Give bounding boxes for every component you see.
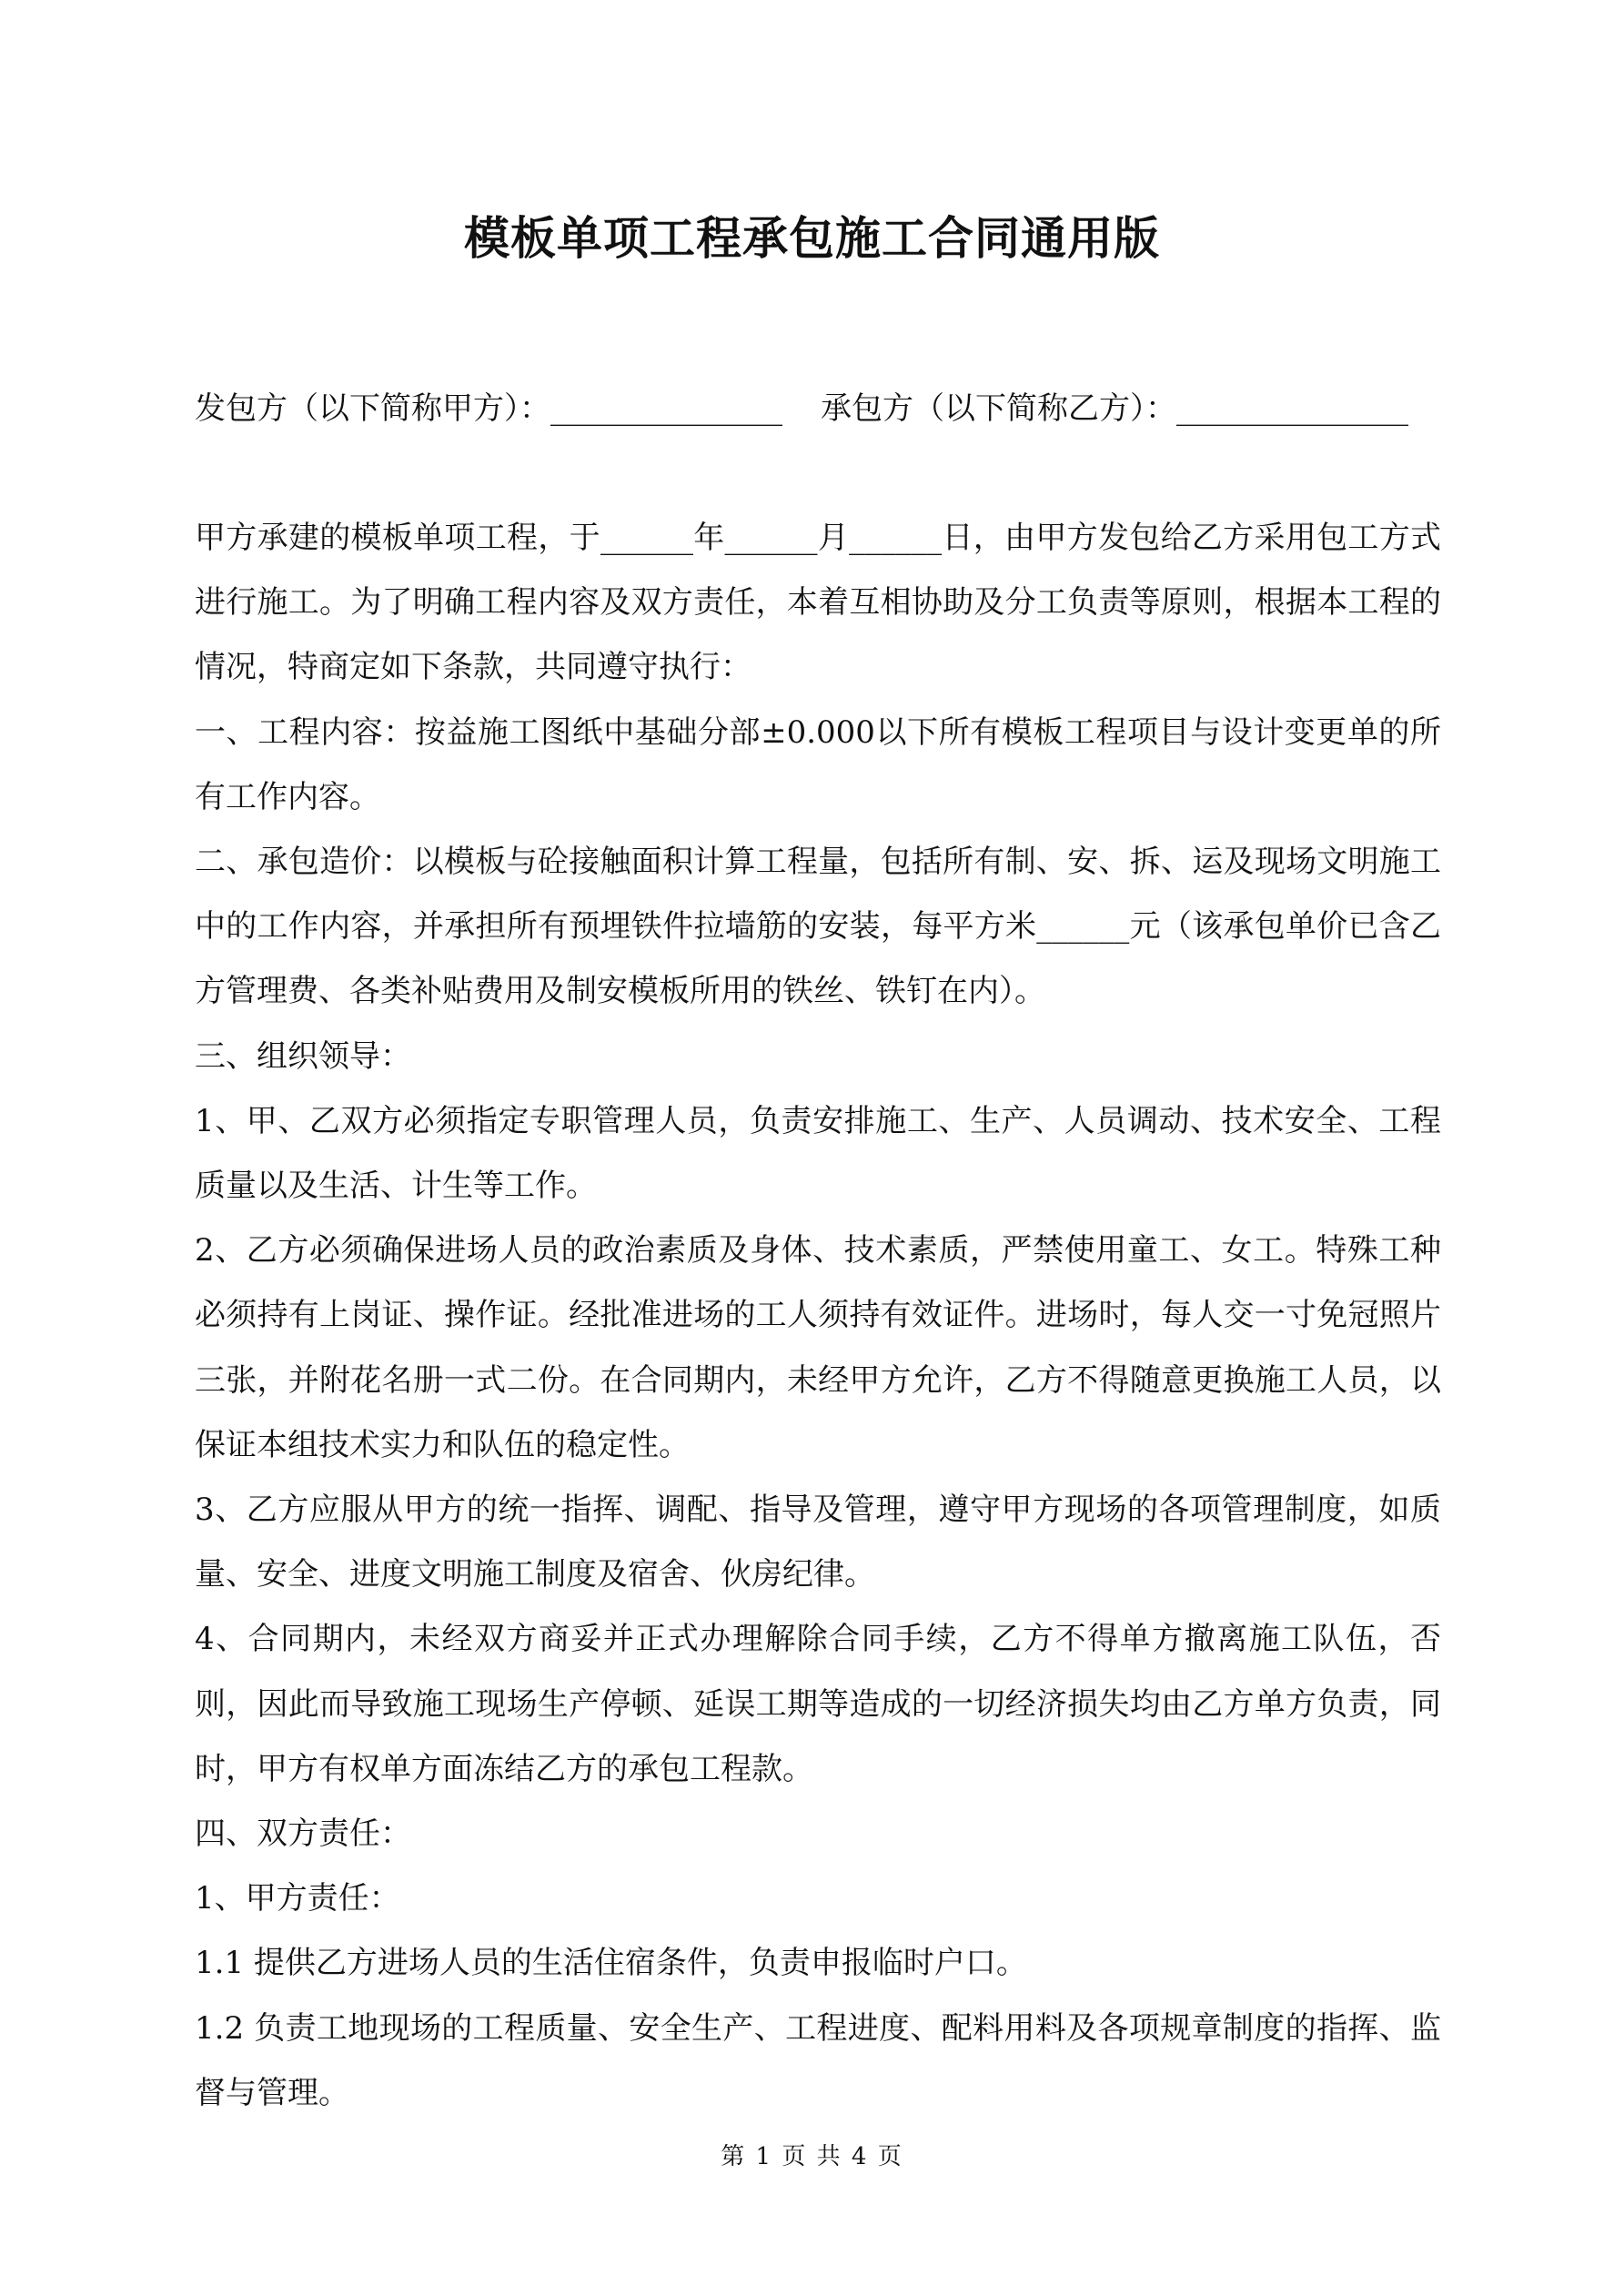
paragraph-clause: 2、乙方必须确保进场人员的政治素质及身体、技术素质，严禁使用童工、女工。特殊工种必须持有上岗证、操作证。经批准进场的工人须持有效证件。进场时，每人交一寸免冠照片三张，并附花名册一式二份。在合同期内，未经甲方允许，乙方不得随意更换施工人员，以保证本组技术实力和队伍的稳定性。 [195,1232,1441,1463]
paragraph-clause: 3、乙方应服从甲方的统一指挥、调配、指导及管理，遵守甲方现场的各项管理制度，如质量、安全、进度文明施工制度及宿舍、伙房纪律。 [195,1492,1441,1593]
paragraph-clause: 1.1 提供乙方进场人员的生活住宿条件，负责申报临时户口。 [195,1945,1027,1982]
paragraph-intro: 甲方承建的模板单项工程，于______年______月______日，由甲方发包给乙方采用包工方式进行施工。为了明确工程内容及双方责任，本着互相协助及分工负责等原则，根据本工程的情况，特商定如下条款，共同遵守执行： [195,520,1441,686]
paragraph-clause: 4、合同期内，未经双方商妥并正式办理解除合同手续，乙方不得单方撤离施工队伍，否则，因此而导致施工现场生产停顿、延误工期等造成的一切经济损失均由乙方单方负责，同时，甲方有权单方面冻结乙方的承包工程款。 [195,1621,1441,1787]
page-footer: 第 1 页 共 4 页 [721,2143,903,2170]
contract-body [195,506,1441,2126]
paragraph-clause: 1、甲、乙双方必须指定专职管理人员，负责安排施工、生产、人员调动、技术安全、工程质量以及生活、计生等工作。 [195,1102,1441,1205]
party-a-field: 发包方（以下简称甲方）：_______________ [195,390,782,427]
paragraph-clause: 1.2 负责工地现场的工程质量、安全生产、工程进度、配料用料及各项规章制度的指挥、监督与管理。 [195,2009,1441,2111]
paragraph-price: 二、承包造价：以模板与砼接触面积计算工程量，包括所有制、安、拆、运及现场文明施工中的工作内容，并承担所有预埋铁件拉墙筋的安装，每平方米______元（该承包单价已含乙方管理费、各类补贴费用及制安模板所用的铁丝、铁钉在内）。 [195,844,1441,1010]
subheading-party-a: 1、甲方责任： [195,1880,400,1917]
party-b-field: 承包方（以下简称乙方）：_______________ [821,390,1408,427]
section-heading-organization: 三、组织领导： [195,1037,411,1075]
document-title: 模板单项工程承包施工合同通用版 [464,211,1160,265]
paragraph-scope: 一、工程内容：按益施工图纸中基础分部±0.000以下所有模板工程项目与设计变更单的所有工作内容。 [195,713,1441,815]
parties-line [195,377,1441,440]
section-heading-responsibilities: 四、双方责任： [195,1816,411,1853]
